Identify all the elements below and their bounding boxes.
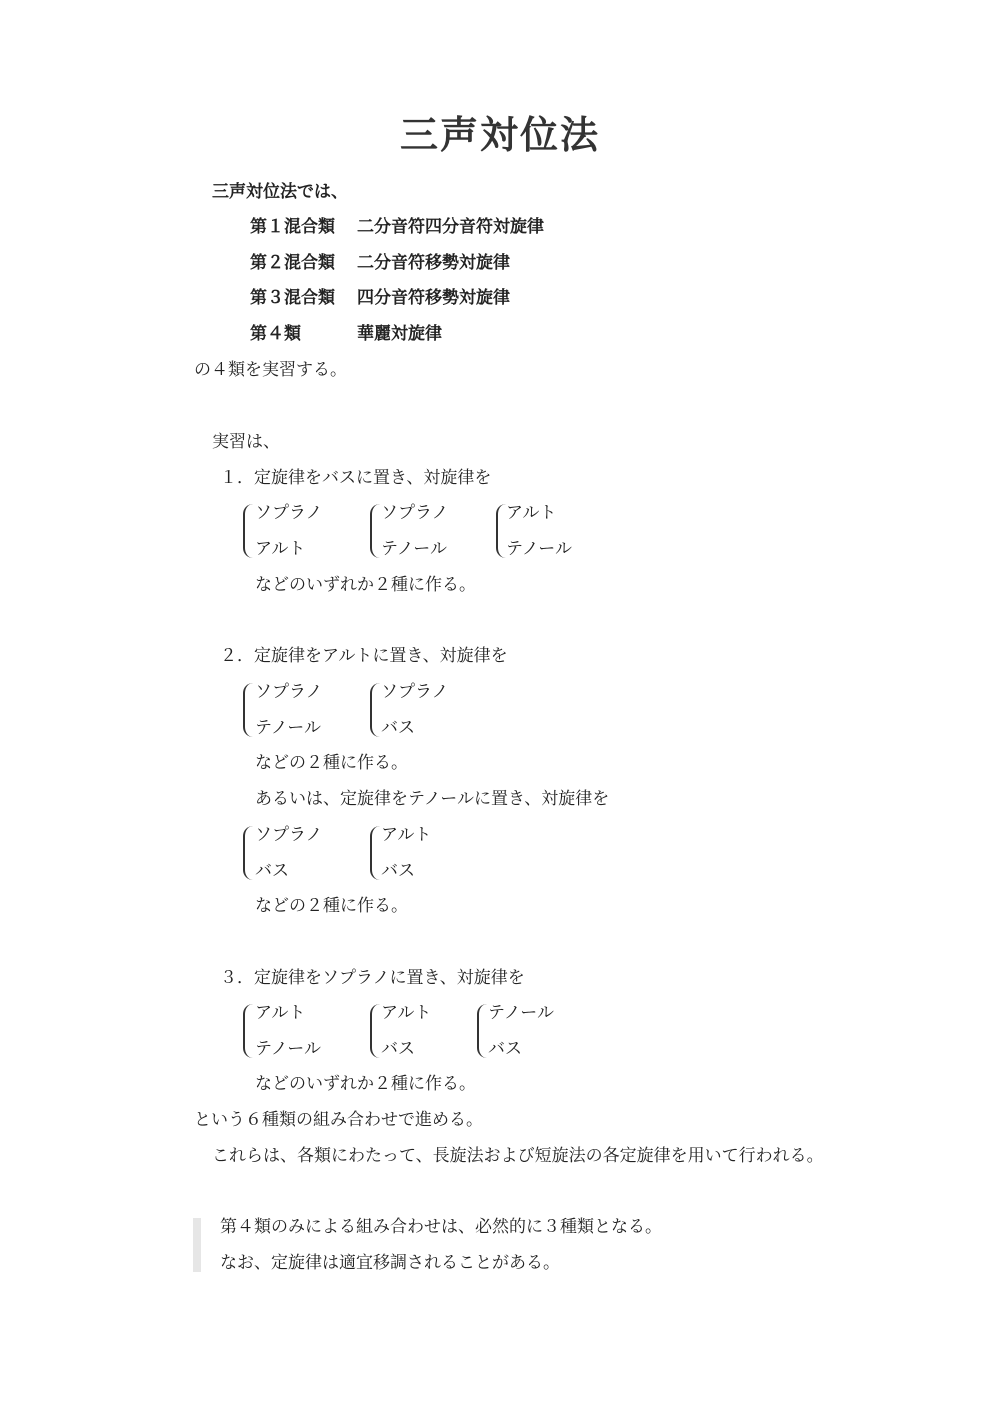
- voice-pair-bracket: [243, 683, 254, 737]
- type-desc: 二分音符四分音符対旋律: [357, 217, 544, 237]
- section-2-note: などの２種に作る。: [255, 753, 408, 773]
- section-3-note: などのいずれか２種に作る。: [255, 1074, 476, 1094]
- voice-pair-bracket: [370, 504, 381, 558]
- note-line: 第４類のみによる組み合わせは、必然的に３種類となる。: [220, 1217, 662, 1237]
- type-desc: 二分音符移勢対旋律: [357, 253, 510, 273]
- voice-lower: アルト: [255, 539, 306, 559]
- section-1-heading: １．定旋律をバスに置き、対旋律を: [220, 468, 492, 488]
- type-name: 第２混合類: [250, 253, 335, 273]
- type-name: 第４類: [250, 324, 301, 344]
- practice-lead: 実習は、: [212, 432, 280, 452]
- voice-pair-bracket: [243, 504, 254, 558]
- voice-pair-bracket: [370, 826, 381, 880]
- intro-tail: の４類を実習する。: [194, 360, 347, 380]
- voice-pair-bracket: [243, 826, 254, 880]
- type-name: 第３混合類: [250, 288, 335, 308]
- voice-lower: テノール: [255, 1039, 321, 1059]
- intro-lead: 三声対位法では、: [212, 182, 348, 202]
- voice-upper: ソプラノ: [255, 682, 323, 702]
- page-title: 三声対位法: [399, 113, 600, 157]
- section-2-note2: などの２種に作る。: [255, 896, 408, 916]
- practice-detail: これらは、各類にわたって、長旋法および短旋法の各定旋律を用いて行われる。: [212, 1146, 824, 1166]
- section-1-note: などのいずれか２種に作る。: [255, 575, 476, 595]
- voice-upper: アルト: [255, 1003, 306, 1023]
- voice-upper: ソプラノ: [255, 825, 323, 845]
- voice-upper: ソプラノ: [381, 503, 449, 523]
- section-2-alt: あるいは、定旋律をテノールに置き、対旋律を: [255, 789, 610, 809]
- voice-upper: アルト: [381, 825, 432, 845]
- voice-pair-bracket: [243, 1004, 254, 1058]
- note-sidebar-bar: [193, 1218, 201, 1272]
- type-name: 第１混合類: [250, 217, 335, 237]
- voice-lower: テノール: [381, 539, 447, 559]
- type-desc: 四分音符移勢対旋律: [357, 288, 510, 308]
- note-line: なお、定旋律は適宜移調されることがある。: [220, 1253, 560, 1273]
- voice-lower: バス: [488, 1039, 522, 1059]
- voice-lower: バス: [381, 1039, 415, 1059]
- voice-pair-bracket: [370, 683, 381, 737]
- voice-upper: テノール: [488, 1003, 554, 1023]
- voice-pair-bracket: [370, 1004, 381, 1058]
- voice-lower: バス: [381, 718, 415, 738]
- voice-upper: アルト: [506, 503, 557, 523]
- section-3-heading: ３．定旋律をソプラノに置き、対旋律を: [220, 968, 525, 988]
- voice-upper: アルト: [381, 1003, 432, 1023]
- practice-summary: という６種類の組み合わせで進める。: [194, 1110, 483, 1130]
- voice-lower: バス: [381, 861, 415, 881]
- voice-upper: ソプラノ: [381, 682, 449, 702]
- voice-lower: テノール: [506, 539, 572, 559]
- voice-lower: バス: [255, 861, 289, 881]
- section-2-heading: ２．定旋律をアルトに置き、対旋律を: [220, 646, 508, 666]
- voice-pair-bracket: [477, 1004, 488, 1058]
- type-desc: 華麗対旋律: [357, 324, 442, 344]
- voice-upper: ソプラノ: [255, 503, 323, 523]
- voice-lower: テノール: [255, 718, 321, 738]
